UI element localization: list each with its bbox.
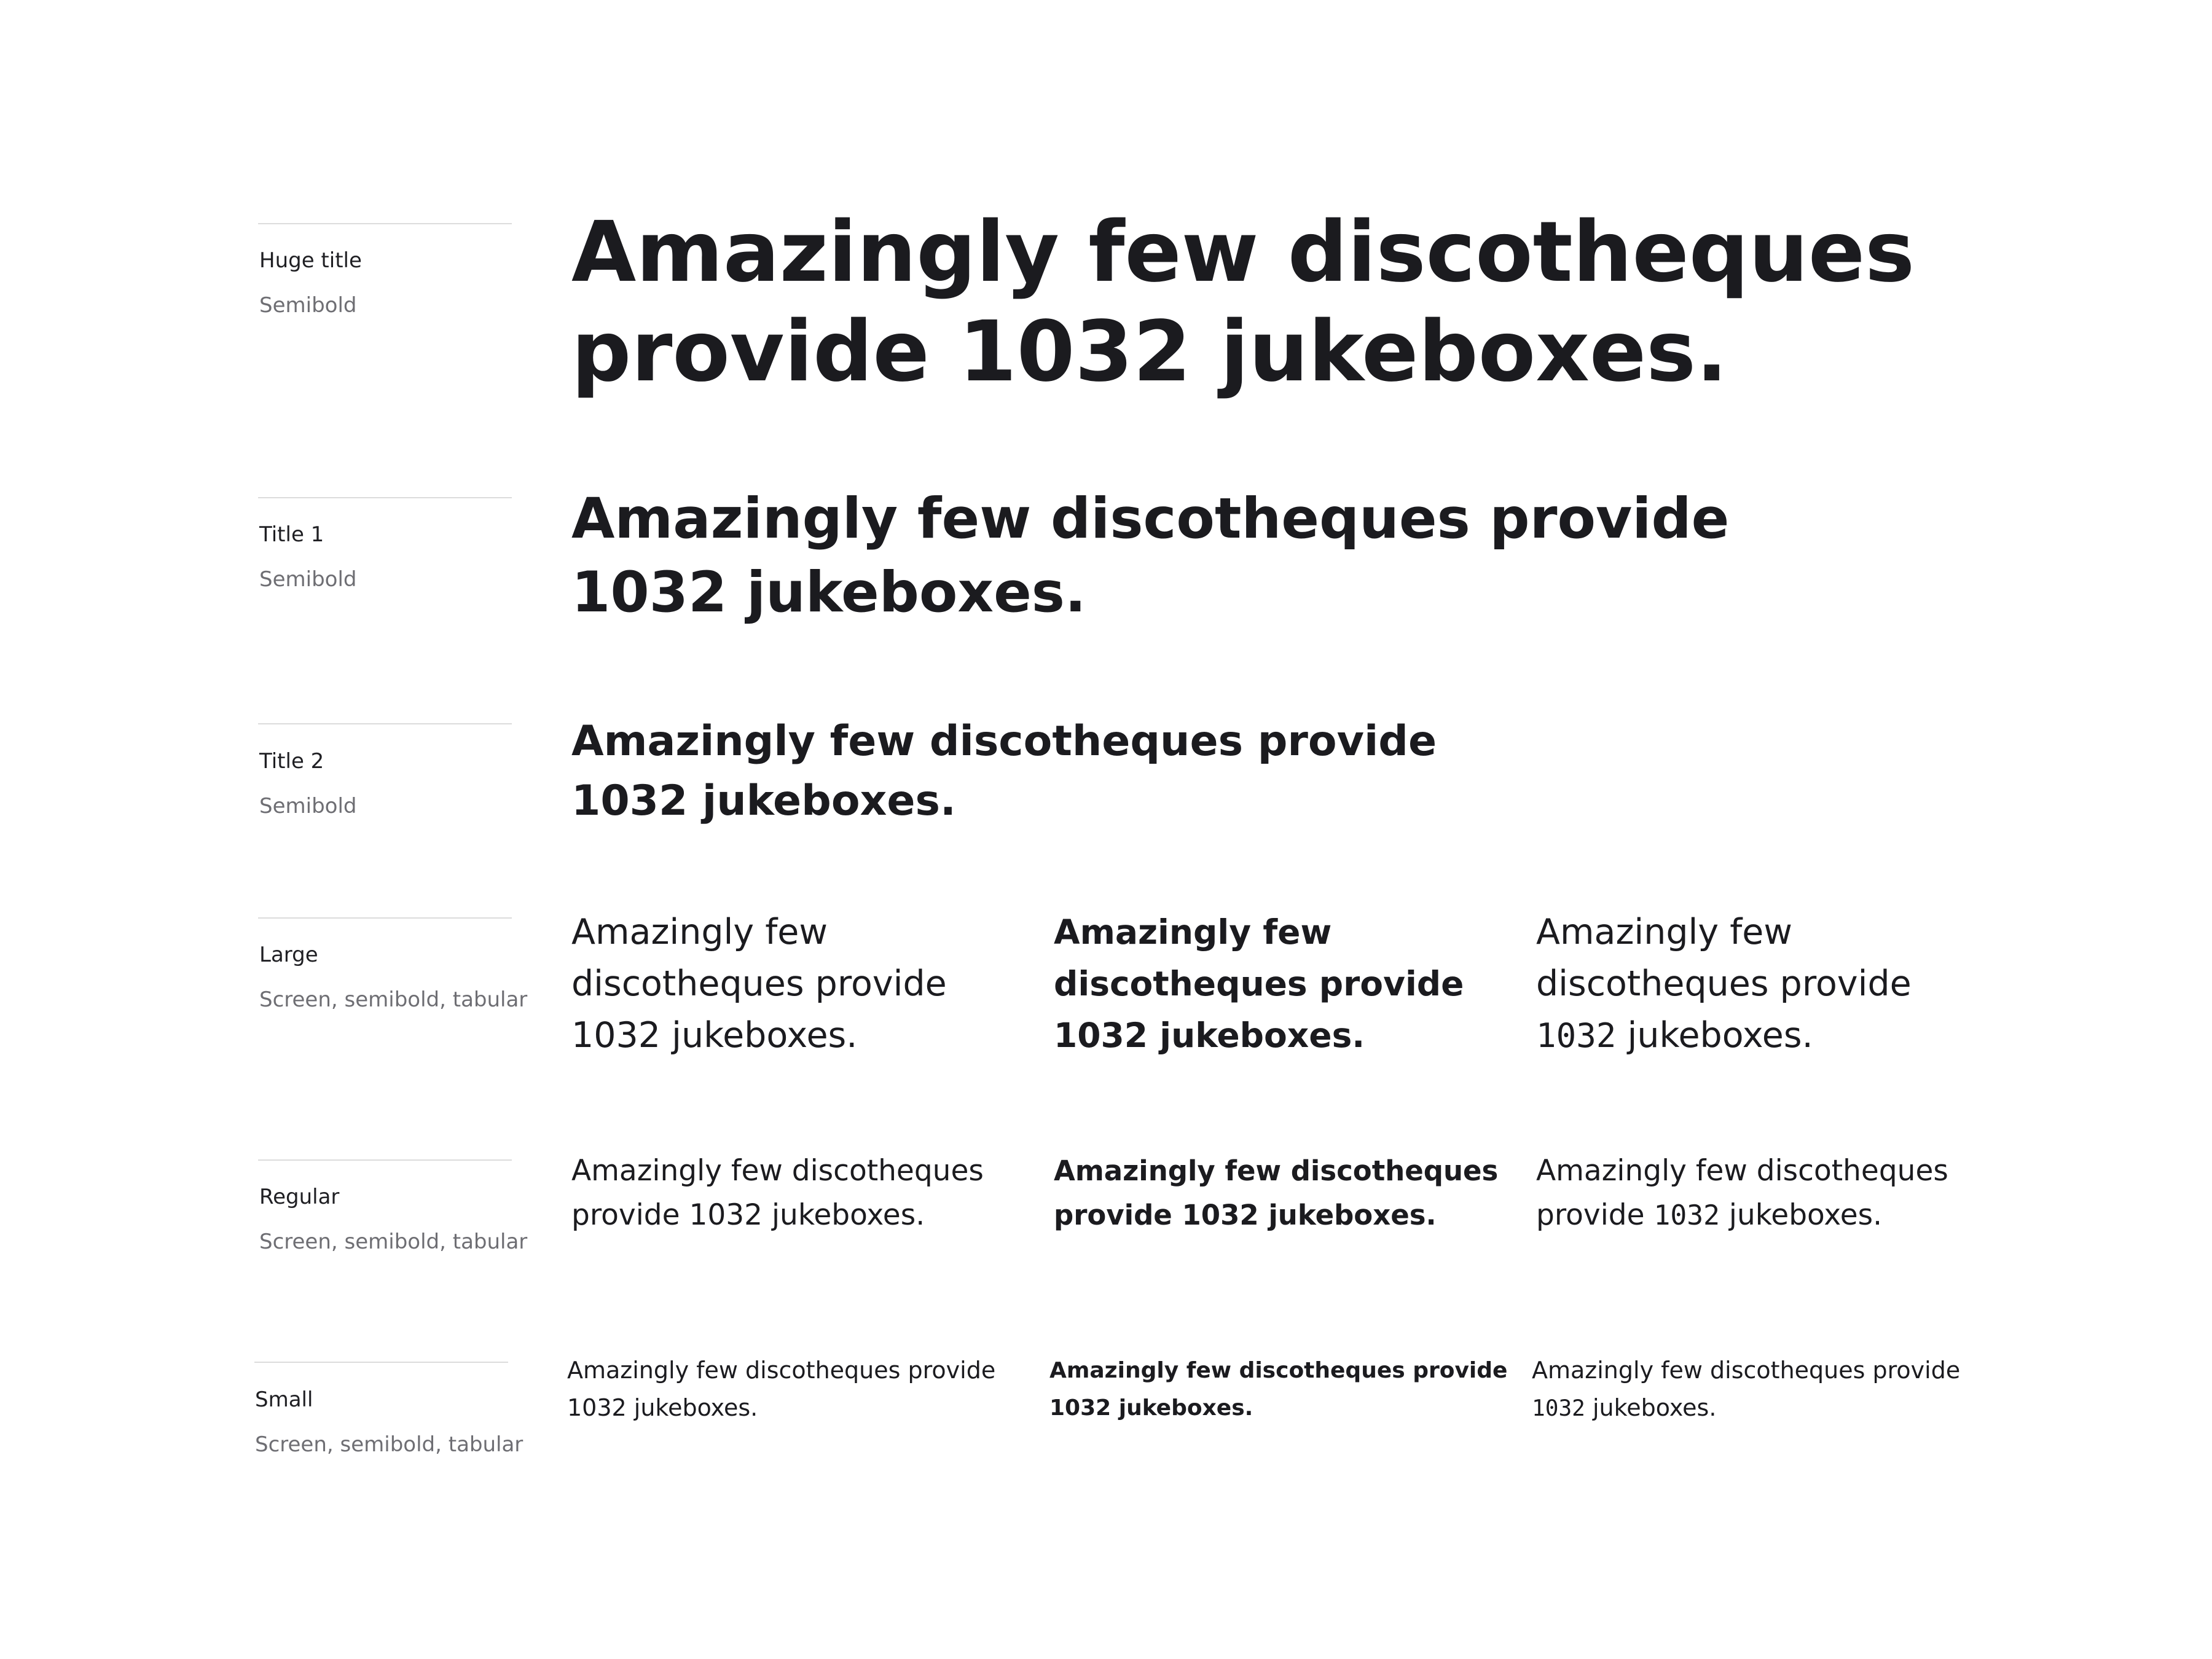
style-description-small: Screen, semibold, tabular	[255, 1432, 524, 1457]
sample-line: provide 1032 jukeboxes.	[571, 1198, 925, 1232]
style-description-title-1: Semibold	[259, 567, 357, 592]
sample-text: provide	[1536, 1198, 1654, 1232]
tabular-number: 1032	[1536, 1016, 1617, 1055]
sample-line: 1032 jukeboxes.	[571, 777, 956, 825]
sample-huge-title	[571, 203, 1915, 402]
divider	[258, 1159, 512, 1161]
sample-line: 1032 jukeboxes.	[1054, 1016, 1365, 1055]
sample-line: Amazingly few discotheques provide	[1532, 1357, 1961, 1384]
sample-small-semibold	[1049, 1352, 1507, 1427]
style-name-title-1: Title 1	[259, 522, 324, 547]
tabular-number: 1032	[1653, 1199, 1720, 1231]
sample-line: 1032 jukeboxes.	[571, 1015, 858, 1056]
sample-line: 1032 jukeboxes.	[567, 1394, 758, 1421]
sample-line: Amazingly few discotheques provide	[571, 717, 1437, 766]
sample-line: Amazingly few discotheques	[571, 204, 1915, 301]
sample-text: jukeboxes.	[1719, 1198, 1883, 1232]
sample-large-tabular	[1536, 906, 1912, 1062]
sample-line: Amazingly few	[571, 912, 828, 952]
sample-small-tabular	[1532, 1352, 1960, 1427]
sample-line: provide 1032 jukeboxes.	[1054, 1199, 1437, 1231]
sample-line: Amazingly few	[1536, 912, 1792, 952]
sample-regular-screen	[571, 1149, 984, 1237]
sample-large-screen	[571, 906, 947, 1061]
divider	[258, 917, 512, 919]
style-name-small: Small	[255, 1387, 313, 1412]
style-description-large: Screen, semibold, tabular	[259, 987, 528, 1012]
divider	[258, 497, 512, 498]
sample-line	[1536, 1010, 1912, 1062]
sample-line: Amazingly few discotheques provide	[1049, 1358, 1508, 1383]
sample-small-screen	[567, 1352, 995, 1427]
sample-line: discotheques provide	[571, 963, 947, 1004]
style-name-large: Large	[259, 943, 318, 967]
sample-text: jukeboxes.	[1616, 1015, 1813, 1056]
sample-line: Amazingly few discotheques	[1054, 1155, 1499, 1187]
sample-regular-tabular	[1536, 1149, 1948, 1237]
divider	[254, 1362, 508, 1363]
sample-line: discotheques provide	[1054, 964, 1464, 1003]
sample-title-1	[571, 482, 1729, 630]
style-description-title-2: Semibold	[259, 794, 357, 818]
style-description-huge-title: Semibold	[259, 293, 357, 318]
style-name-title-2: Title 2	[259, 749, 324, 774]
sample-line	[1536, 1193, 1948, 1237]
sample-line: provide 1032 jukeboxes.	[571, 304, 1728, 401]
style-name-regular: Regular	[259, 1185, 340, 1209]
sample-line	[1532, 1389, 1960, 1427]
divider	[258, 723, 512, 724]
sample-line: Amazingly few discotheques provide	[567, 1357, 996, 1384]
sample-large-semibold	[1054, 906, 1464, 1061]
sample-line: discotheques provide	[1536, 963, 1912, 1004]
sample-line: 1032 jukeboxes.	[571, 560, 1086, 625]
sample-line: 1032 jukeboxes.	[1049, 1395, 1253, 1421]
sample-text: jukeboxes.	[1585, 1394, 1717, 1421]
sample-line: Amazingly few	[1054, 912, 1332, 952]
sample-regular-semibold	[1054, 1149, 1498, 1237]
tabular-number: 1032	[1532, 1395, 1585, 1421]
style-name-huge-title: Huge title	[259, 248, 362, 273]
sample-line: Amazingly few discotheques	[571, 1154, 984, 1188]
divider	[258, 223, 512, 224]
sample-line: Amazingly few discotheques provide	[571, 487, 1730, 551]
sample-line: Amazingly few discotheques	[1536, 1154, 1948, 1188]
sample-title-2	[571, 712, 1437, 831]
style-description-regular: Screen, semibold, tabular	[259, 1230, 528, 1254]
